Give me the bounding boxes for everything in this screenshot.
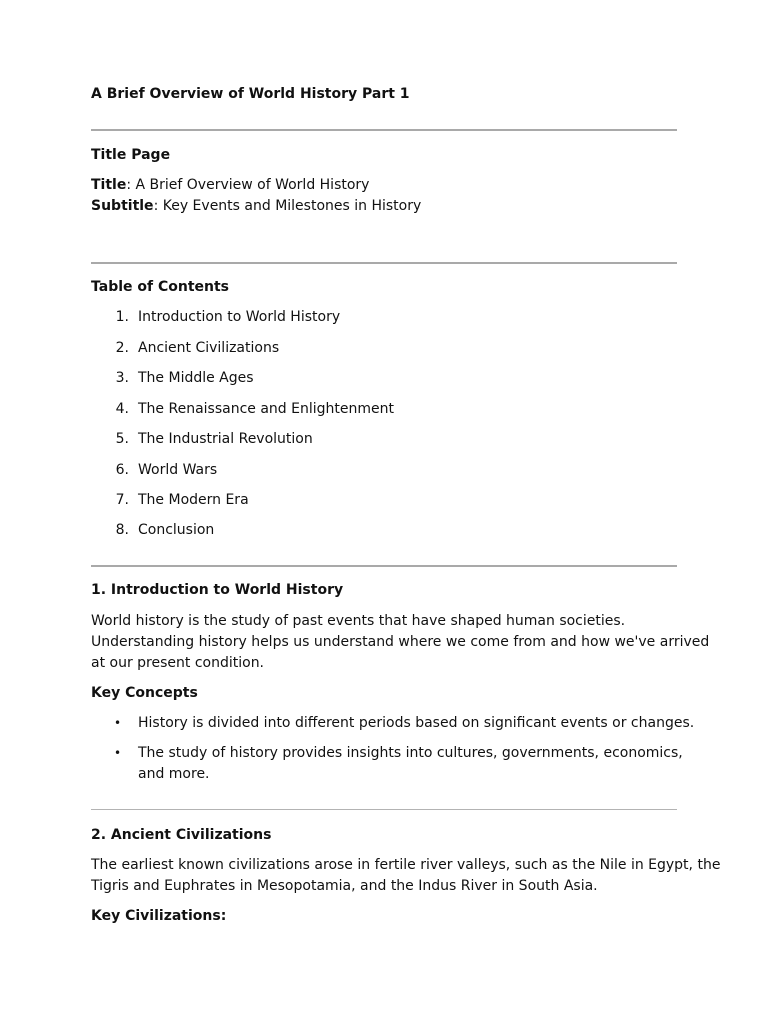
title-page-heading: Title Page — [91, 147, 171, 163]
document-title: A Brief Overview of World History Part 1 — [91, 86, 410, 102]
bullet-line: and more. — [138, 766, 210, 782]
bullet-line: The study of history provides insights into cultures, governments, economics, — [138, 745, 683, 761]
section-heading: 2. Ancient Civilizations — [91, 827, 272, 843]
toc-number: 7. — [115, 492, 129, 508]
bullet-icon: • — [114, 716, 122, 730]
key-concepts-heading: Key Concepts — [91, 685, 198, 701]
toc-number: 4. — [115, 401, 129, 417]
divider — [91, 809, 677, 810]
title-line — [91, 175, 369, 196]
toc-number: 5. — [115, 431, 129, 447]
toc-item: The Middle Ages — [138, 370, 254, 386]
toc-number: 1. — [115, 309, 129, 325]
toc-number: 8. — [115, 522, 129, 538]
toc-heading: Table of Contents — [91, 279, 230, 295]
divider — [91, 129, 677, 131]
toc-number: 3. — [115, 370, 129, 386]
paragraph-line: at our present condition. — [91, 655, 265, 671]
key-civilizations-heading: Key Civilizations: — [91, 908, 227, 924]
subtitle-line — [91, 196, 421, 217]
divider — [91, 565, 677, 567]
toc-item: Introduction to World History — [138, 309, 341, 325]
paragraph-line: The earliest known civilizations arose in fertile river valleys, such as the Nile in Egypt, the — [91, 857, 721, 873]
toc-item: Conclusion — [138, 522, 215, 538]
toc-item: The Industrial Revolution — [138, 431, 313, 447]
section-heading: 1. Introduction to World History — [91, 582, 344, 598]
paragraph-line: Understanding history helps us understand where we come from and how we've arrived — [91, 634, 710, 650]
subtitle-value: : Key Events and Milestones in History — [153, 198, 422, 214]
toc-item: World Wars — [138, 462, 218, 478]
divider — [91, 262, 677, 264]
paragraph-line: Tigris and Euphrates in Mesopotamia, and the Indus River in South Asia. — [91, 878, 598, 894]
title-label: Title — [91, 177, 127, 193]
bullet-icon: • — [114, 746, 122, 760]
toc-item: The Modern Era — [138, 492, 249, 508]
toc-number: 2. — [115, 340, 129, 356]
toc-item: Ancient Civilizations — [138, 340, 280, 356]
paragraph-line: World history is the study of past events that have shaped human societies. — [91, 613, 626, 629]
bullet-line: History is divided into different periods based on significant events or changes. — [138, 715, 695, 731]
title-value: : A Brief Overview of World History — [126, 177, 370, 193]
subtitle-label: Subtitle — [91, 198, 154, 214]
toc-number: 6. — [115, 462, 129, 478]
toc-item: The Renaissance and Enlightenment — [138, 401, 394, 417]
